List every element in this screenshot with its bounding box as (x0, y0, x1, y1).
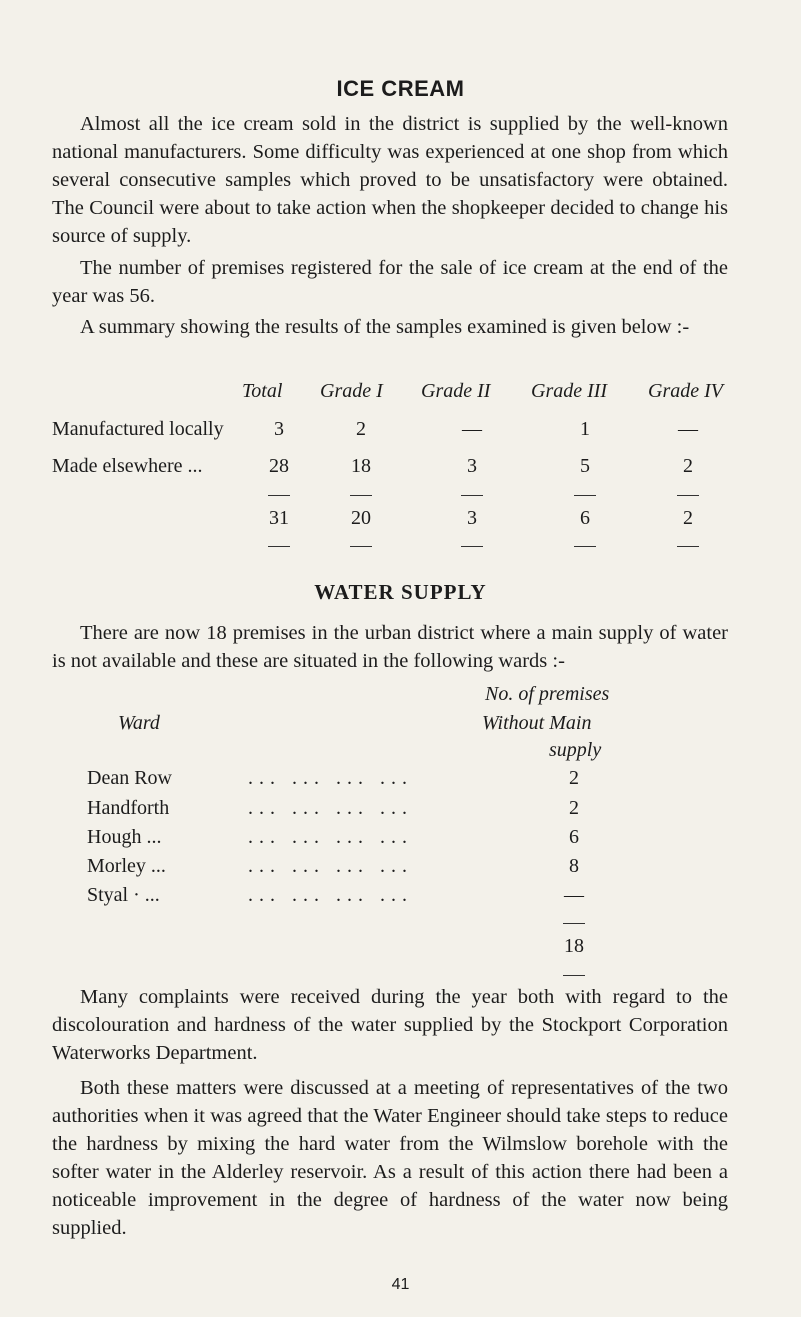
header-grade-4: Grade IV (648, 380, 723, 402)
table-cell: 2 (356, 418, 366, 440)
ice-cream-heading: ICE CREAM (336, 76, 465, 101)
table-cell: 18 (351, 455, 371, 477)
sum-rule (350, 495, 372, 496)
header-premises-line-2: Without Main (482, 712, 592, 734)
ward-name: Dean Row (87, 767, 172, 789)
sum-rule (268, 495, 290, 496)
header-total: Total (242, 380, 283, 402)
ward-value: 2 (569, 797, 579, 819)
total-cell: 31 (269, 507, 289, 529)
header-premises-line-3: supply (549, 739, 602, 761)
table-cell: 5 (580, 455, 590, 477)
water-supply-heading: WATER SUPPLY (314, 580, 487, 604)
leader-dots: ... ... ... ... (248, 884, 413, 906)
total-rule (574, 546, 596, 547)
ward-total: 18 (564, 935, 584, 957)
water-supply-intro: There are now 18 premises in the urban district where a main supply of water is not available and these are situated in the following wards :- (52, 622, 728, 672)
ice-cream-paragraph-1: Almost all the ice cream sold in the district is supplied by the well-known national manufacturers. Some difficulty was experienced at one shop from which several consecutive samples which proved to be unsatisfactory were obtained. The Council were about to take action when the shopkeeper decided to change his source of supply. (52, 113, 728, 247)
leader-dots: ... ... ... ... (248, 855, 413, 877)
row-label-manufactured-locally: Manufactured locally (52, 418, 224, 440)
ward-name: Styal · ... (87, 884, 160, 906)
total-cell: 6 (580, 507, 590, 529)
table-cell: 3 (467, 455, 477, 477)
header-ward: Ward (118, 712, 160, 734)
ward-value: 6 (569, 826, 579, 848)
total-rule (563, 975, 585, 976)
header-premises-line-1: No. of premises (485, 683, 610, 705)
table-cell: 3 (274, 418, 284, 440)
water-supply-paragraph-2: Both these matters were discussed at a meeting of representatives of the two authorities when it was agreed that the Water Engineer should take steps to reduce the hardness by mixing the hard water from the Wilmslow borehole with the softer water in the Alderley reservoir. As a result of this action there had been a noticeable improvement in the degree of hardness of the water now being supplied. (52, 1077, 728, 1239)
table-cell: 28 (269, 455, 289, 477)
ward-name: Hough ... (87, 826, 162, 848)
total-cell: 20 (351, 507, 371, 529)
ward-value: 2 (569, 767, 579, 789)
ward-name: Handforth (87, 797, 170, 819)
header-grade-1: Grade I (320, 380, 383, 402)
total-rule (461, 546, 483, 547)
table-cell: 2 (683, 455, 693, 477)
row-label-made-elsewhere: Made elsewhere ... (52, 455, 203, 477)
table-cell: — (678, 418, 698, 440)
total-cell: 3 (467, 507, 477, 529)
total-cell: 2 (683, 507, 693, 529)
sum-rule (677, 495, 699, 496)
leader-dots: ... ... ... ... (248, 767, 413, 789)
total-rule (268, 546, 290, 547)
ward-name: Morley ... (87, 855, 166, 877)
ice-cream-paragraph-2: The number of premises registered for the sale of ice cream at the end of the year was 56. (52, 257, 728, 307)
ward-value: — (564, 884, 584, 906)
table-cell: — (462, 418, 482, 440)
ice-cream-paragraph-3: A summary showing the results of the samples examined is given below :- (80, 316, 690, 338)
page-number: 41 (391, 1276, 410, 1293)
water-supply-paragraph-1: Many complaints were received during the year both with regard to the discolouration and hardness of the water supplied by the Stockport Corporation Waterworks Department. (52, 986, 728, 1064)
sum-rule (461, 495, 483, 496)
sum-rule (563, 923, 585, 924)
sum-rule (574, 495, 596, 496)
total-rule (677, 546, 699, 547)
table-cell: 1 (580, 418, 590, 440)
total-rule (350, 546, 372, 547)
leader-dots: ... ... ... ... (248, 826, 413, 848)
header-grade-2: Grade II (421, 380, 491, 402)
header-grade-3: Grade III (531, 380, 608, 402)
leader-dots: ... ... ... ... (248, 797, 413, 819)
ward-value: 8 (569, 855, 579, 877)
